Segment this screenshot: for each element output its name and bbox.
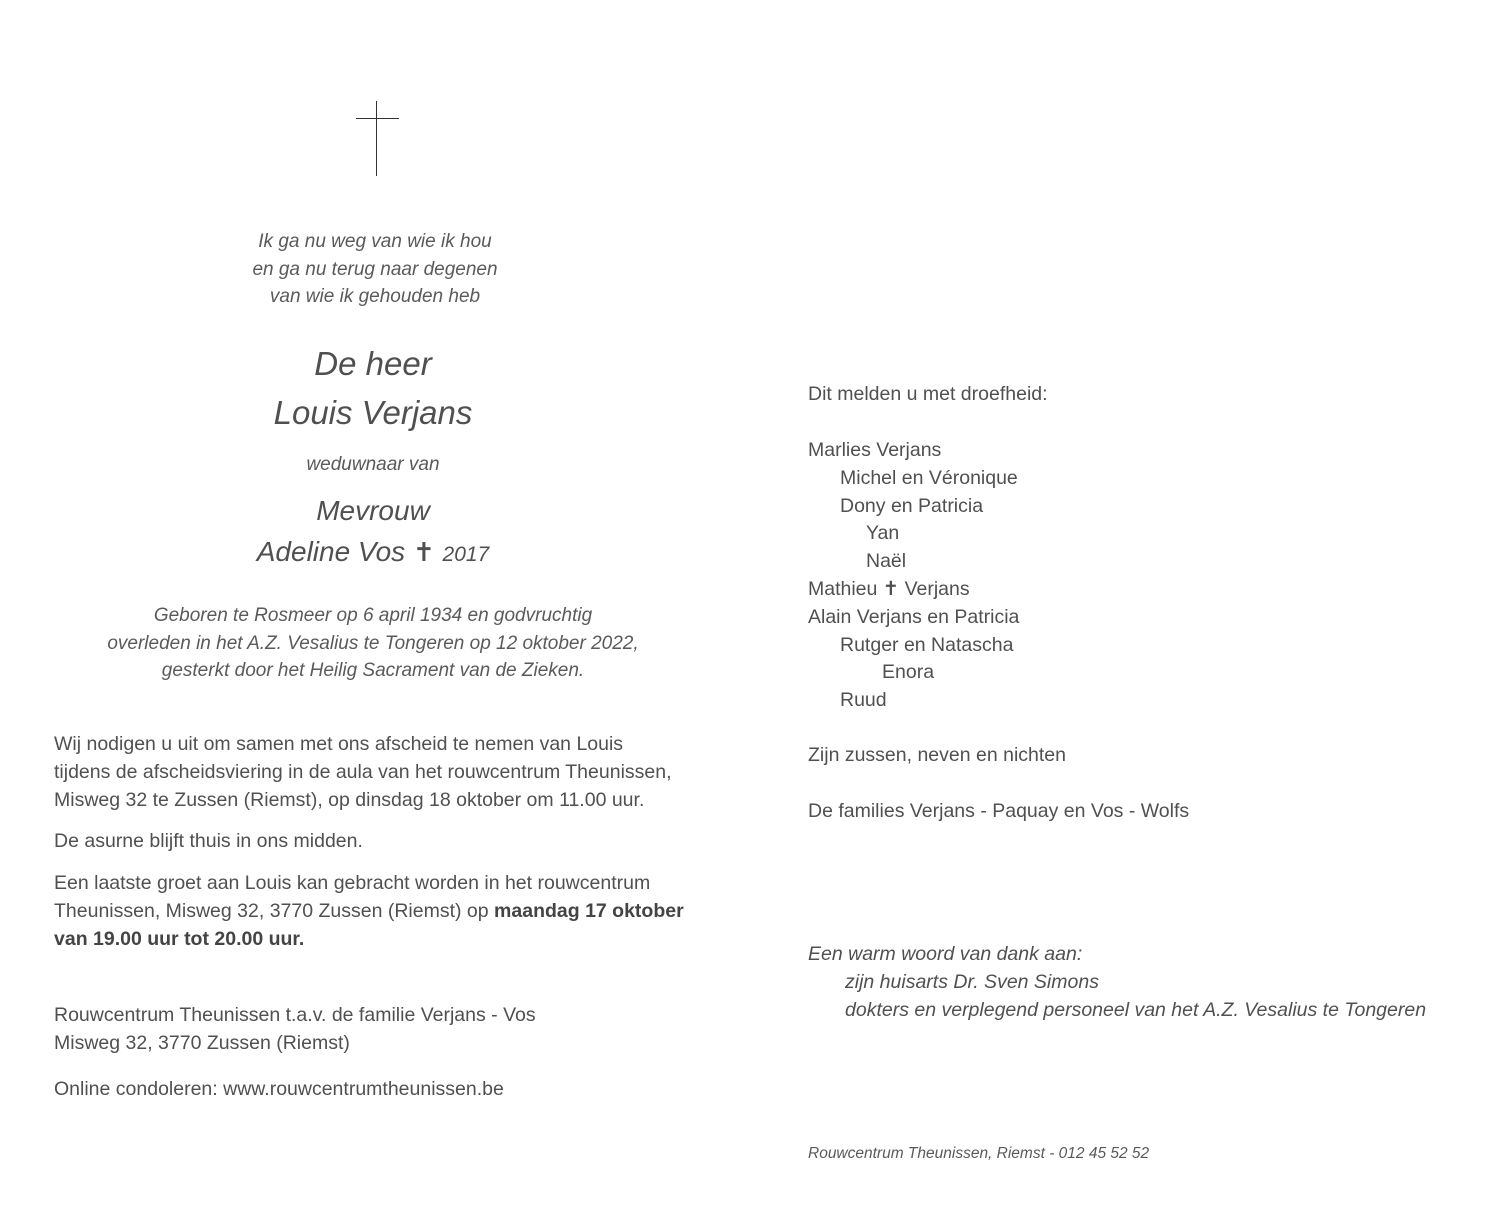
- address-block: [54, 1002, 754, 1058]
- spouse-year: 2017: [442, 543, 490, 566]
- deceased-title: De heer: [314, 345, 432, 382]
- greeting-line: Een laatste groet aan Louis kan gebracht worden in het rouwcentrum: [54, 872, 651, 894]
- family-member: Enora: [882, 661, 935, 684]
- families-line: De families Verjans - Paquay en Vos - Wolfs: [808, 800, 1190, 822]
- spouse-name: Adeline Vos: [256, 536, 406, 567]
- family-member: Alain Verjans en Patricia: [808, 605, 1020, 628]
- urn-paragraph: De asurne blijft thuis in ons midden.: [54, 830, 363, 852]
- address-line: Rouwcentrum Theunissen t.a.v. de familie Verjans - Vos: [54, 1004, 536, 1026]
- dagger-icon: ✝: [412, 537, 435, 567]
- birth-line: overleden in het A.Z. Vesalius te Tongeren op 12 oktober 2022,: [107, 632, 639, 654]
- greeting-paragraph: [54, 870, 754, 953]
- address-line: Misweg 32, 3770 Zussen (Riemst): [54, 1031, 350, 1054]
- family-member-first: Mathieu: [808, 577, 878, 600]
- family-member: Dony en Patricia: [840, 494, 984, 517]
- greeting-line: [54, 898, 754, 926]
- siblings-line: Zijn zussen, neven en nichten: [808, 744, 1066, 766]
- poem-line: en ga nu terug naar degenen: [252, 258, 498, 280]
- poem: [175, 228, 575, 311]
- birth-death-text: [73, 602, 673, 685]
- announcement-intro: Dit melden u met droefheid:: [808, 383, 1048, 405]
- thanks-line: dokters en verplegend personeel van het A.Z. Vesalius te Tongeren: [845, 998, 1427, 1021]
- invitation-line: Misweg 32 te Zussen (Riemst), op dinsdag 18 oktober om 11.00 uur.: [54, 788, 645, 811]
- family-member: Yan: [866, 522, 900, 545]
- birth-line: gesterkt door het Heilig Sacrament van de Zieken.: [161, 660, 585, 681]
- invitation-paragraph: [54, 731, 754, 814]
- family-member: Naël: [866, 550, 907, 573]
- invitation-line: Wij nodigen u uit om samen met ons afscheid te nemen van Louis: [54, 733, 624, 755]
- family-list: [808, 437, 1488, 715]
- family-member-last: Verjans: [904, 577, 970, 600]
- thanks-heading: Een warm woord van dank aan:: [808, 943, 1083, 965]
- spouse-line: [173, 536, 573, 568]
- family-member: Marlies Verjans: [808, 439, 942, 461]
- family-member: [808, 576, 1488, 604]
- online-condolence: Online condoleren: www.rouwcentrumtheunissen.be: [54, 1078, 504, 1100]
- family-member: Michel en Véronique: [840, 466, 1018, 489]
- deceased-name: Louis Verjans: [273, 394, 473, 431]
- invitation-line: tijdens de afscheidsviering in de aula van het rouwcentrum Theunissen,: [54, 760, 672, 783]
- greeting-date: maandag 17 oktober: [494, 899, 684, 922]
- cross-horizontal-bar: [356, 118, 399, 119]
- thanks-line: zijn huisarts Dr. Sven Simons: [845, 970, 1099, 993]
- spouse-title: Mevrouw: [316, 495, 430, 526]
- birth-line: Geboren te Rosmeer op 6 april 1934 en godvruchtig: [153, 605, 593, 626]
- footer-credit: Rouwcentrum Theunissen, Riemst - 012 45 52 52: [808, 1145, 1150, 1162]
- family-member: Ruud: [840, 689, 887, 712]
- dagger-icon: ✝: [882, 577, 900, 600]
- family-member: Rutger en Natascha: [840, 633, 1014, 656]
- greeting-time: van 19.00 uur tot 20.00 uur.: [54, 927, 305, 950]
- thanks-block: [808, 941, 1488, 1024]
- cross-vertical-bar: [376, 101, 377, 176]
- poem-line: van wie ik gehouden heb: [269, 286, 481, 307]
- greeting-text: Theunissen, Misweg 32, 3770 Zussen (Riemst) op: [54, 899, 495, 922]
- relation-label: weduwnaar van: [306, 454, 440, 475]
- poem-line: Ik ga nu weg van wie ik hou: [258, 231, 492, 252]
